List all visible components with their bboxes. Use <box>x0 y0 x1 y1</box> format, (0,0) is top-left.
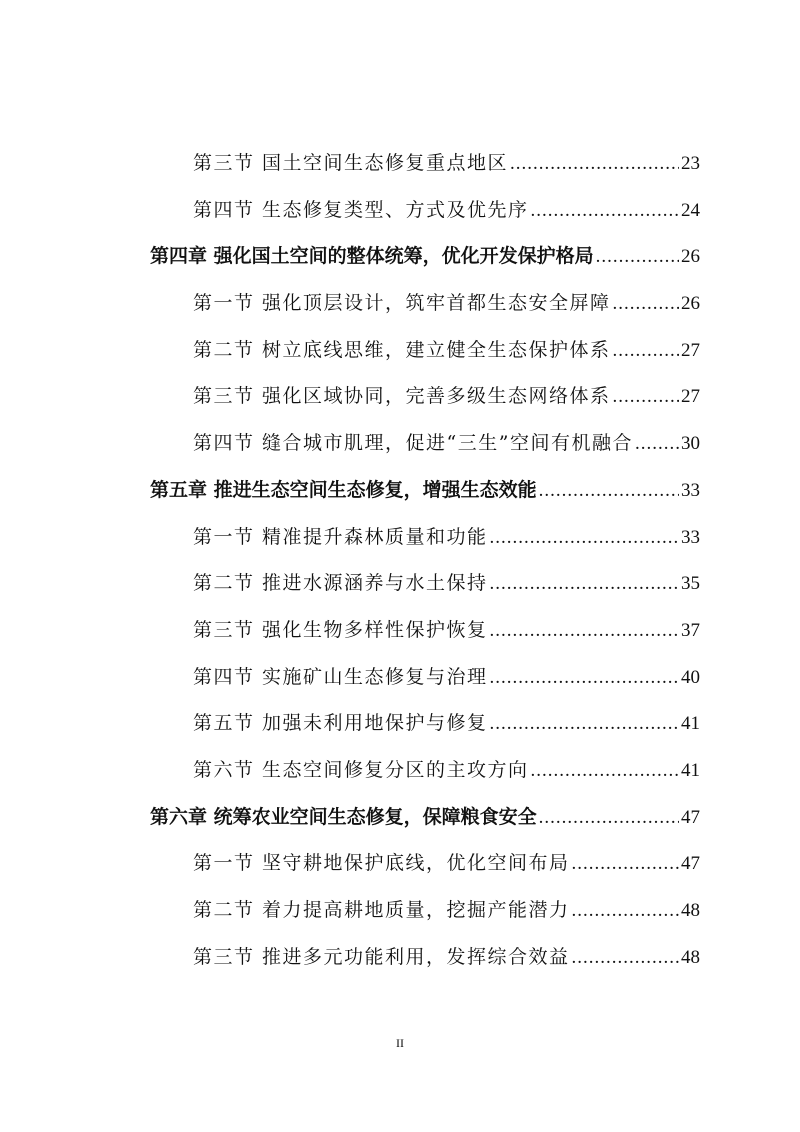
toc-entry-page: 41 <box>681 713 700 735</box>
toc-entry-page: 26 <box>681 293 700 315</box>
toc-entry-title: 第四节 实施矿山生态修复与治理 <box>193 665 488 688</box>
toc-entry-title: 第三节 强化生物多样性保护恢复 <box>193 618 488 641</box>
toc-entry-title: 第二节 树立底线思维，建立健全生态保护体系 <box>193 338 611 361</box>
toc-chapter-entry[interactable] <box>150 794 700 841</box>
toc-section-entry[interactable] <box>150 280 700 327</box>
toc-entry-title: 第三节 国土空间生态修复重点地区 <box>193 152 509 174</box>
toc-section-entry[interactable] <box>150 607 700 654</box>
toc-section-entry[interactable] <box>150 934 700 981</box>
dot-leader <box>613 281 679 328</box>
toc-entry-title: 第一节 精准提升森林质量和功能 <box>193 525 488 548</box>
toc-entry-title: 第四节 生态修复类型、方式及优先序 <box>193 198 529 221</box>
dot-leader <box>596 234 679 281</box>
dot-leader <box>613 374 679 421</box>
toc-entry-page: 33 <box>681 526 700 548</box>
dot-leader <box>572 935 679 982</box>
toc-entry-title: 第五章 推进生态空间生态修复，增强生态效能 <box>150 478 537 501</box>
dot-leader <box>572 841 679 888</box>
toc-entry-title: 第五节 加强未利用地保护与修复 <box>193 712 488 735</box>
toc-section-entry[interactable] <box>150 654 700 701</box>
toc-entry-page: 30 <box>681 433 700 455</box>
toc-entry-title: 第三节 强化区域协同，完善多级生态网络体系 <box>193 385 611 408</box>
toc-entry-page: 23 <box>681 153 700 174</box>
toc-entry-title: 第四节 缝合城市肌理，促进“三生”空间有机融合 <box>193 432 633 455</box>
dot-leader <box>490 701 679 748</box>
dot-leader <box>490 561 679 608</box>
toc-section-entry[interactable] <box>150 420 700 467</box>
toc-section-entry[interactable] <box>150 327 700 374</box>
page-number: II <box>396 1036 404 1050</box>
toc-chapter-entry[interactable] <box>150 467 700 514</box>
toc-entry-page: 27 <box>681 386 700 408</box>
dot-leader <box>510 141 679 188</box>
toc-entry-title: 第四章 强化国土空间的整体统筹，优化开发保护格局 <box>150 245 594 268</box>
dot-leader <box>531 748 679 795</box>
toc-section-entry[interactable] <box>150 887 700 934</box>
toc-entry-page: 35 <box>681 573 700 595</box>
toc-section-entry[interactable] <box>150 560 700 607</box>
dot-leader <box>635 421 679 468</box>
toc-section-entry[interactable] <box>150 747 700 794</box>
toc-entry-title: 第二节 推进水源涵养与水土保持 <box>193 572 488 595</box>
toc-section-entry[interactable] <box>150 840 700 887</box>
toc-section-entry[interactable] <box>150 514 700 561</box>
toc-section-entry[interactable] <box>150 700 700 747</box>
dot-leader <box>490 655 679 702</box>
dot-leader <box>490 608 679 655</box>
toc-section-entry[interactable] <box>150 140 700 187</box>
toc-entry-page: 40 <box>681 666 700 688</box>
toc-entry-page: 26 <box>681 246 700 268</box>
toc-entry-page: 24 <box>681 199 700 221</box>
toc-entry-title: 第六节 生态空间修复分区的主攻方向 <box>193 758 529 781</box>
toc-entry-page: 33 <box>681 479 700 501</box>
dot-leader <box>539 795 679 842</box>
toc-entry-title: 第六章 统筹农业空间生态修复，保障粮食安全 <box>150 805 537 828</box>
toc-chapter-entry[interactable] <box>150 233 700 280</box>
dot-leader <box>613 328 679 375</box>
toc-entry-title: 第一节 强化顶层设计，筑牢首都生态安全屏障 <box>193 292 611 315</box>
dot-leader <box>490 515 679 562</box>
toc-entry-title: 第三节 推进多元功能利用，发挥综合效益 <box>193 945 570 968</box>
toc-entry-page: 27 <box>681 339 700 361</box>
toc-section-entry[interactable] <box>150 187 700 234</box>
toc-entry-title: 第二节 着力提高耕地质量，挖掘产能潜力 <box>193 899 570 921</box>
toc-entry-page: 47 <box>681 806 700 828</box>
toc-section-entry[interactable] <box>150 373 700 420</box>
table-of-contents <box>150 140 700 980</box>
toc-entry-page: 41 <box>681 759 700 781</box>
dot-leader <box>539 468 679 515</box>
dot-leader <box>572 888 679 935</box>
toc-entry-page: 37 <box>681 619 700 641</box>
toc-entry-title: 第一节 坚守耕地保护底线，优化空间布局 <box>193 852 570 875</box>
toc-entry-page: 47 <box>681 853 700 875</box>
dot-leader <box>531 188 679 235</box>
toc-entry-page: 48 <box>681 900 700 921</box>
toc-entry-page: 48 <box>681 946 700 968</box>
